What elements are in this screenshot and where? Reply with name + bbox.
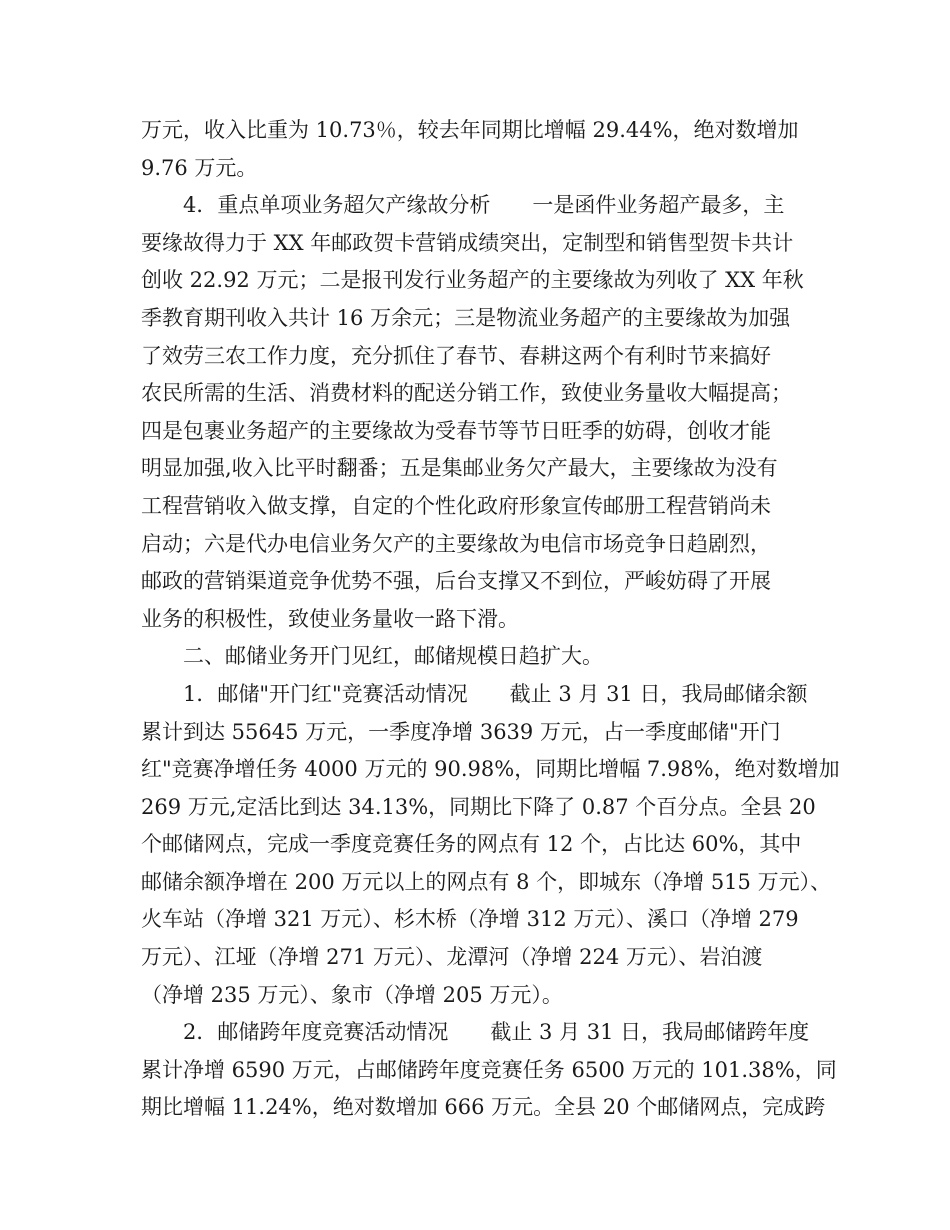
text-line: 邮储余额净增在 200 万元以上的网点有 8 个，即城东（净增 515 万元）、: [141, 869, 832, 894]
text-line: 个邮储网点，完成一季度竞赛任务的网点有 12 个，占比达 60%，其中: [141, 832, 802, 857]
text-line: 累计净增 6590 万元，占邮储跨年度竞赛任务 6500 万元的 101.38%，同: [141, 1057, 837, 1082]
document-body: [141, 112, 840, 1127]
text-line: 1．邮储"开门红"竞赛活动情况 截止 3 月 31 日，我局邮储余额: [183, 681, 808, 706]
text-line: 创收 22.92 万元；二是报刊发行业务超产的主要缘故为列收了 XX 年秋: [141, 268, 804, 293]
text-line: 季教育期刊收入共计 16 万余元；三是物流业务超产的主要缘故为加强: [141, 305, 791, 330]
text-line: 业务的积极性，致使业务量收一路下滑。: [141, 606, 519, 631]
text-line: 红"竞赛净增任务 4000 万元的 90.98%，同期比增幅 7.98%，绝对数增加: [141, 757, 840, 782]
text-line: 269 万元,定活比到达 34.13%，同期比下降了 0.87 个百分点。全县 20: [141, 794, 816, 819]
text-line: （净增 235 万元）、象市（净增 205 万元）。: [141, 982, 563, 1007]
text-line: 要缘故得力于 XX 年邮政贺卡营销成绩突出，定制型和销售型贺卡共计: [141, 230, 794, 255]
text-line: 农民所需的生活、消费材料的配送分销工作，致使业务量收大幅提高；: [141, 381, 792, 406]
text-line: 明显加强,收入比平时翻番；五是集邮业务欠产最大，主要缘故为没有: [141, 456, 778, 481]
text-line: 累计到达 55645 万元，一季度净增 3639 万元，占一季度邮储"开门: [141, 719, 781, 744]
text-line: 了效劳三农工作力度，充分抓住了春节、春耕这两个有利时节来搞好: [141, 343, 771, 368]
text-line: 二、邮储业务开门见红，邮储规模日趋扩大。: [183, 644, 603, 669]
text-line: 万元，收入比重为 10.73％，较去年同期比增幅 29.44%，绝对数增加: [141, 118, 799, 142]
text-line: 火车站（净增 321 万元）、杉木桥（净增 312 万元）、溪口（净增 279: [141, 907, 799, 932]
text-line: 工程营销收入做支撑，自定的个性化政府形象宣传邮册工程营销尚未: [141, 493, 771, 518]
text-line: 四是包裹业务超产的主要缘故为受春节等节日旺季的妨碍，创收才能: [141, 418, 771, 443]
text-line: 2．邮储跨年度竞赛活动情况 截止 3 月 31 日，我局邮储跨年度: [183, 1020, 810, 1045]
text-line: 邮政的营销渠道竞争优势不强，后台支撑又不到位，严峻妨碍了开展: [141, 569, 771, 594]
text-line: 9.76 万元。: [141, 155, 258, 180]
text-line: 4．重点单项业务超欠产缘故分析 一是函件业务超产最多，主: [183, 193, 785, 218]
text-line: 期比增幅 11.24%，绝对数增加 666 万元。全县 20 个邮储网点，完成跨: [141, 1095, 826, 1120]
text-line: 启动；六是代办电信业务欠产的主要缘故为电信市场竞争日趋剧烈，: [141, 531, 771, 556]
text-line: 万元）、江垭（净增 271 万元）、龙潭河（净增 224 万元）、岩泊渡: [141, 945, 763, 970]
